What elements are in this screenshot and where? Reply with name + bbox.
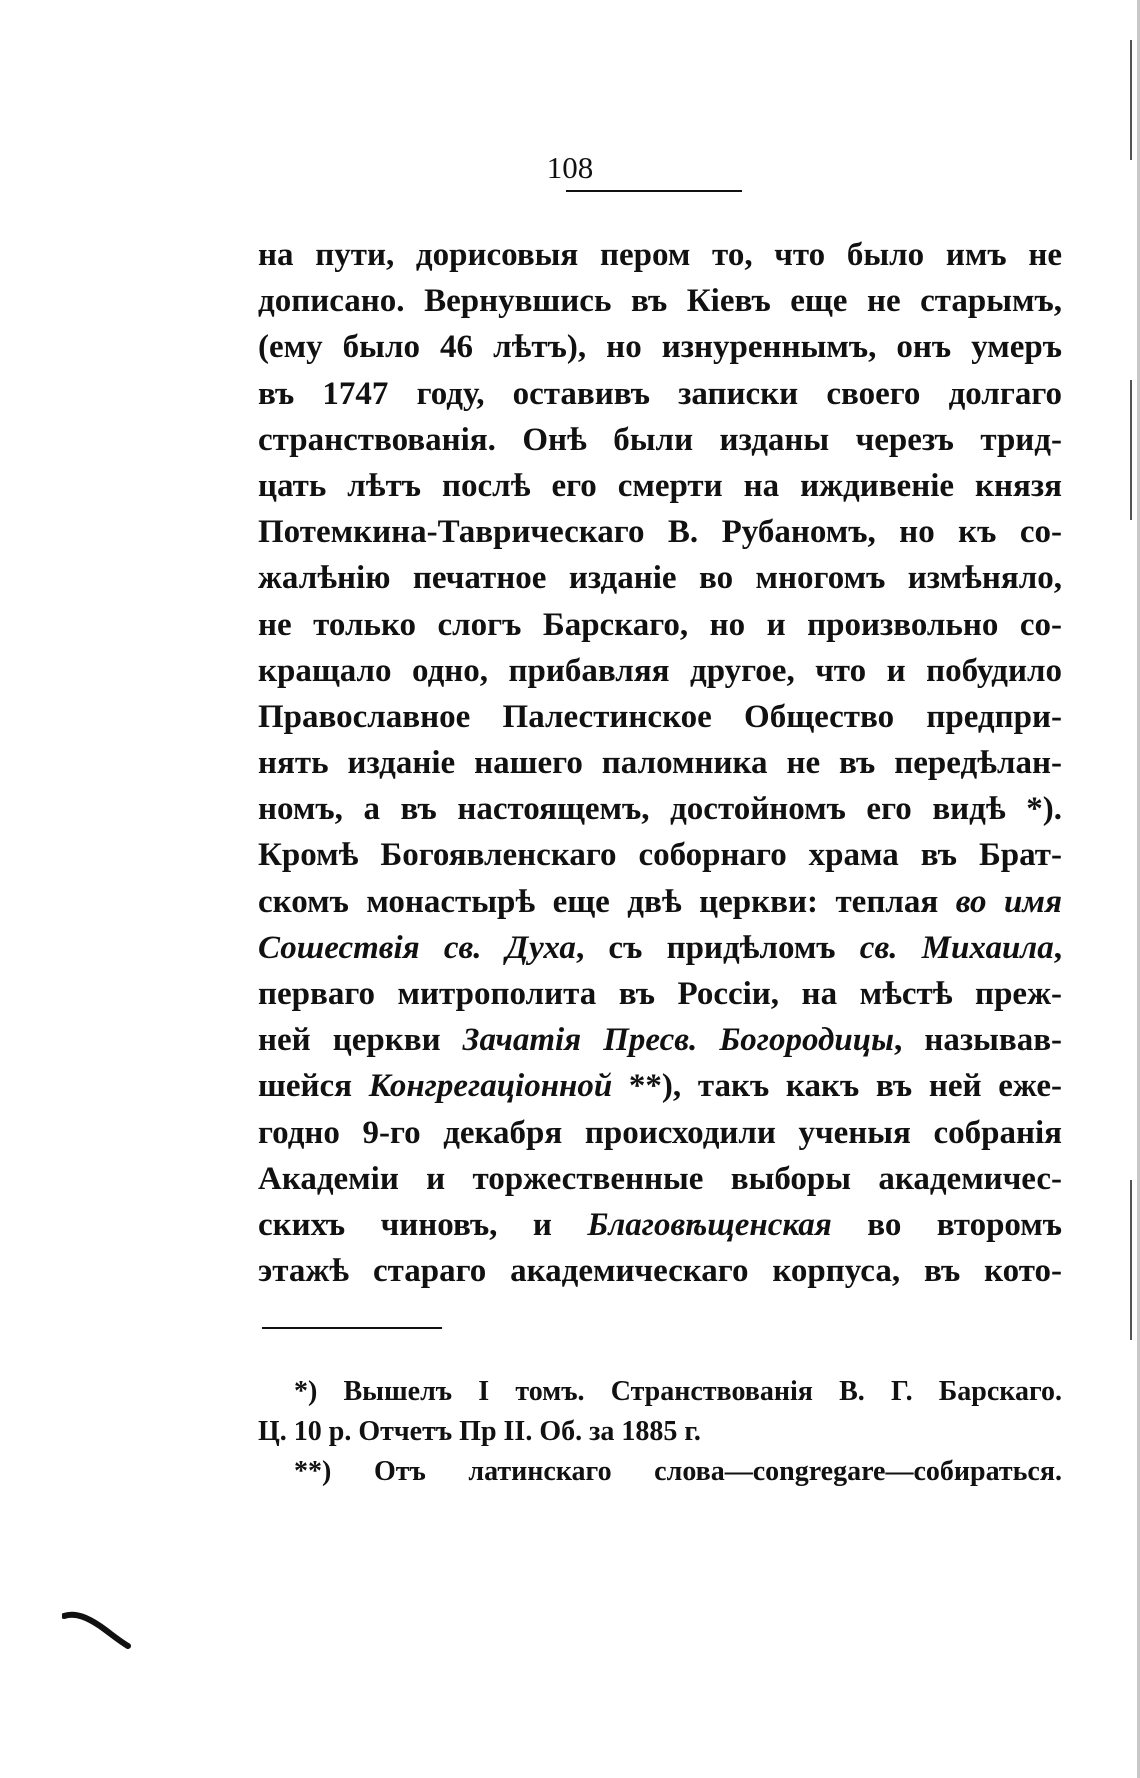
text-line-6: цать лѣтъ послѣ его смерти на иждивеніе князя [258, 467, 1062, 504]
text-line-20: годно 9-го декабря происходили ученыя собранія [258, 1114, 1062, 1151]
text-line-4: въ 1747 году, оставивъ записки своего долгаго [258, 375, 1062, 412]
footnote-2-line-1: **) Отъ латинскаго слова—congregare—собираться. [294, 1456, 1062, 1487]
footnotes [258, 1372, 1062, 1492]
text-line-3: (ему было 46 лѣтъ), но изнуреннымъ, онъ умеръ [258, 329, 1062, 366]
page-number: 108 [546, 150, 594, 185]
text-line-22-c: во второмъ [831, 1206, 1063, 1243]
text-line-18 [258, 1017, 1062, 1063]
scan-smudge-mark [62, 1608, 132, 1650]
edge-mark-top [1130, 40, 1132, 160]
text-line-18-a: ней церкви [258, 1022, 463, 1059]
text-line-22 [258, 1202, 1062, 1248]
text-line-16-italic-2: св. Михаила [859, 929, 1054, 966]
text-line-13: номъ, а въ настоящемъ, достойномъ его видѣ *). [258, 791, 1062, 828]
edge-mark-middle [1130, 380, 1132, 520]
text-line-19-a: шейся [258, 1068, 369, 1105]
text-line-22-a: скихъ чиновъ, и [258, 1206, 588, 1243]
text-line-15-italic: во имя [955, 883, 1062, 920]
text-line-16-d: , [1053, 929, 1062, 966]
footnote-separator [262, 1327, 442, 1329]
main-text [258, 232, 1062, 1294]
text-line-10: кращало одно, прибавляя другое, что и побудило [258, 652, 1062, 689]
text-line-19-italic: Конгрегаціонной [368, 1068, 613, 1105]
text-line-18-italic: Зачатія Пресв. Богородицы [462, 1022, 895, 1059]
text-line-16 [258, 925, 1062, 971]
text-line-15-a: скомъ монастырѣ еще двѣ церкви: теплая [258, 883, 956, 920]
text-line-5: странствованія. Онѣ были изданы черезъ трид- [258, 421, 1062, 458]
page-number-rule [566, 190, 742, 192]
text-line-12: нять изданіе нашего паломника не въ передѣлан- [258, 745, 1062, 782]
text-line-2: дописано. Вернувшись въ Кіевъ еще не старымъ, [258, 283, 1062, 320]
footnote-1-line-2: Ц. 10 р. Отчетъ Пр II. Об. за 1885 г. [258, 1416, 701, 1447]
edge-mark-lower [1130, 1180, 1132, 1340]
text-line-21: Академіи и торжественные выборы академичес- [258, 1160, 1062, 1197]
text-line-19 [258, 1063, 1062, 1109]
text-line-22-italic: Благовѣщенская [587, 1206, 832, 1243]
text-line-11: Православное Палестинское Общество предпри- [258, 698, 1062, 735]
text-line-17: перваго митрополита въ Россіи, на мѣстѣ преж- [258, 976, 1062, 1012]
text-line-23: этажѣ стараго академическаго корпуса, въ кото- [258, 1253, 1062, 1290]
text-line-18-c: , называв- [894, 1022, 1062, 1059]
text-line-15 [258, 879, 1062, 925]
text-line-8: жалѣнію печатное изданіе во многомъ измѣняло, [258, 560, 1062, 597]
text-line-14: Кромѣ Богоявленскаго соборнаго храма въ Брат- [258, 837, 1062, 874]
text-line-19-c: **), такъ какъ въ ней еже- [612, 1068, 1062, 1105]
text-line-7: Потемкина-Таврическаго В. Рубаномъ, но къ со- [258, 514, 1062, 551]
text-line-16-italic-1: Сошествія св. Духа [258, 929, 576, 966]
text-line-16-b: , съ придѣломъ [575, 929, 860, 966]
text-line-1: на пути, дорисовыя пером то, что было имъ не [258, 237, 1062, 273]
text-line-9: не только слогъ Барскаго, но и произвольно со- [258, 606, 1062, 643]
footnote-1-line-1: *) Вышелъ I томъ. Странствованія В. Г. Барскаго. [294, 1376, 1062, 1407]
